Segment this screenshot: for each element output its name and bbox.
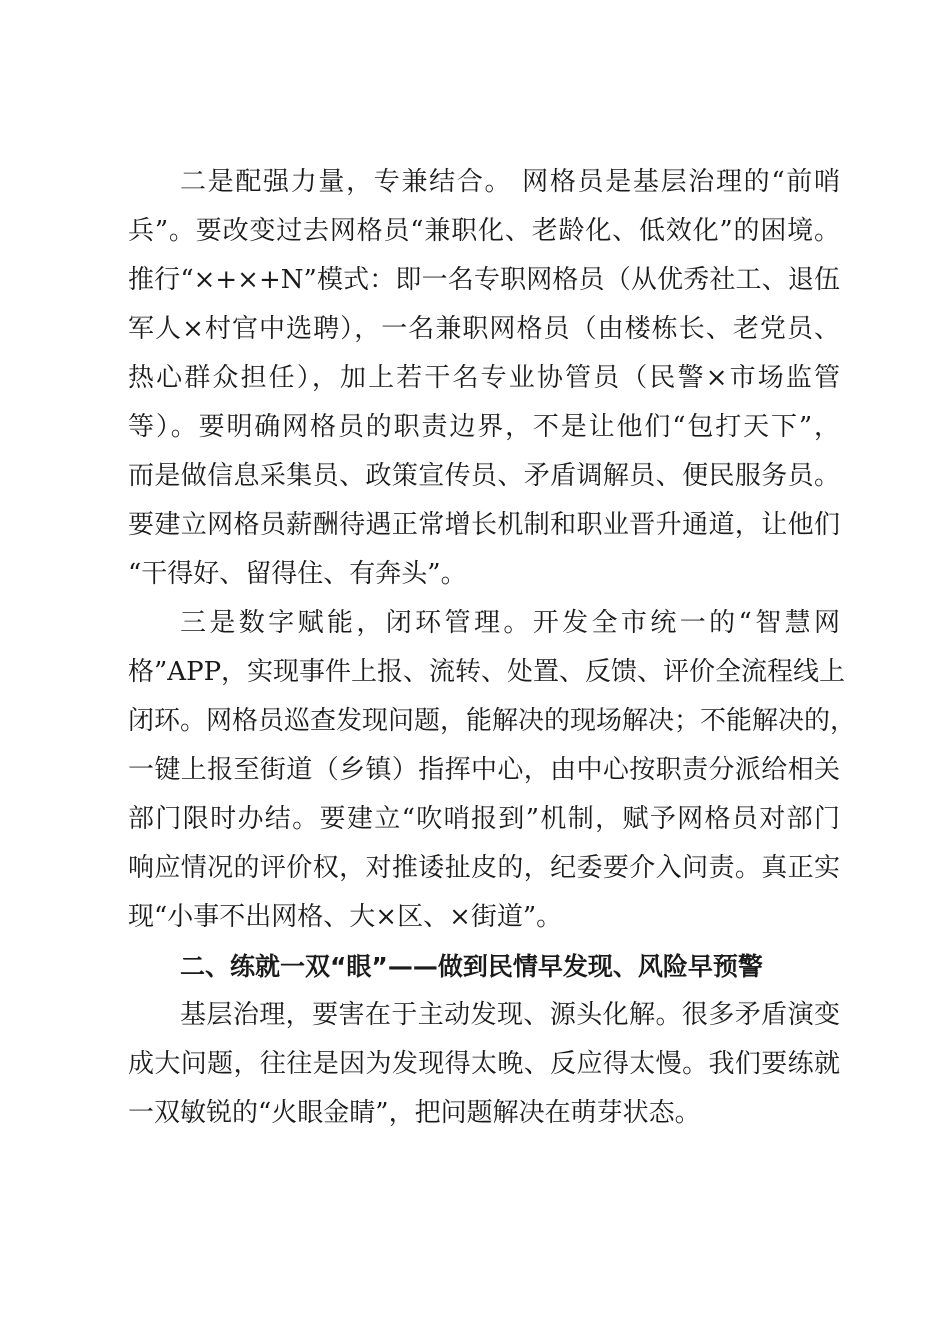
paragraph-line: 部门限时办结。要建立“吹哨报到”机制，赋予网格员对部门 (128, 804, 840, 834)
paragraph-grassroots-governance (128, 991, 840, 1138)
paragraph-line: 一键上报至街道（乡镇）指挥中心，由中心按职责分派给相关 (128, 755, 840, 785)
paragraph-line: 闭环。网格员巡查发现问题，能解决的现场解决；不能解决的， (128, 706, 857, 736)
paragraph-line: 格”APP，实现事件上报、流转、处置、反馈、评价全流程线上 (128, 657, 846, 687)
paragraph-line: 三是数字赋能，闭环管理。开发全市统一的“智慧网 (180, 608, 840, 638)
paragraph-line: 推行“×+×+N”模式：即一名专职网格员（从优秀社工、退伍 (128, 265, 840, 295)
paragraph-line: 要建立网格员薪酬待遇正常增长机制和职业晋升通道，让他们 (128, 510, 840, 540)
paragraph-line: 一双敏锐的“火眼金睛”，把问题解决在萌芽状态。 (128, 1098, 701, 1128)
paragraph-line: 基层治理，要害在于主动发现、源头化解。很多矛盾演变 (180, 1000, 840, 1030)
paragraph-line: 而是做信息采集员、政策宣传员、矛盾调解员、便民服务员。 (128, 461, 840, 491)
paragraph-line: 军人×村官中选聘），一名兼职网格员（由楼栋长、老党员、 (128, 314, 840, 344)
paragraph-line: 成大问题，往往是因为发现得太晚、反应得太慢。我们要练就 (128, 1049, 840, 1079)
paragraph-strengthen-force (128, 158, 840, 599)
paragraph-line: “干得好、留得住、有奔头”。 (128, 559, 467, 589)
paragraph-line: 热心群众担任），加上若干名专业协管员（民警×市场监管 (128, 363, 840, 393)
paragraph-digital-empowerment (128, 599, 857, 942)
paragraph-line: 兵”。要改变过去网格员“兼职化、老龄化、低效化”的困境。 (128, 216, 840, 246)
paragraph-line: 现“小事不出网格、大×区、×街道”。 (128, 902, 563, 932)
paragraph-line: 等）。要明确网格员的职责边界，不是让他们“包打天下”， (128, 412, 840, 442)
paragraph-line: 响应情况的评价权，对推诿扯皮的，纪委要介入问责。真正实 (128, 853, 840, 883)
document-body (128, 158, 857, 1138)
paragraph-line: 二是配强力量，专兼结合。 网格员是基层治理的“前哨 (180, 167, 840, 197)
section-heading: 二、练就一双“眼”——做到民情早发现、风险早预警 (180, 952, 763, 981)
